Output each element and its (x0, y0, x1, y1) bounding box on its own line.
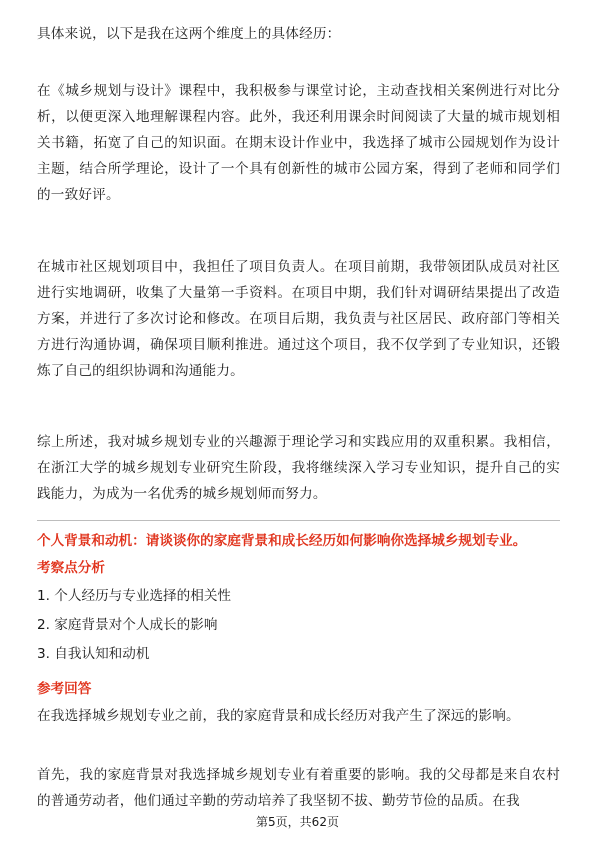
paragraph-course: 在《城乡规划与设计》课程中，我积极参与课堂讨论，主动查找相关案例进行对比分析，以便更深入地理解课程内容。此外，我还利用课余时间阅读了大量的城市规划相关书籍，拓宽了自己的知识面。在期末设计作业中，我选择了城市公园规划作为设计主题，结合所学理论，设计了一个具有创新性的城市公园方案，得到了老师和同学们的一致好评。 (37, 83, 560, 203)
section-divider (37, 520, 560, 521)
analysis-heading: 考察点分析 (37, 560, 105, 576)
answer-paragraph: 在我选择城乡规划专业之前，我的家庭背景和成长经历对我产生了深远的影响。 (37, 708, 520, 724)
answer-paragraph: 首先，我的家庭背景对我选择城乡规划专业有着重要的影响。我的父母都是来自农村的普通劳动者，他们通过辛勤的劳动培养了我坚韧不拔、勤劳节俭的品质。在我 (37, 767, 560, 809)
analysis-item: 1. 个人经历与专业选择的相关性 (37, 588, 232, 604)
paragraph-intro: 具体来说，以下是我在这两个维度上的具体经历： (37, 26, 341, 42)
interview-question: 个人背景和动机：请谈谈你的家庭背景和成长经历如何影响你选择城乡规划专业。 (37, 533, 527, 549)
analysis-item: 3. 自我认知和动机 (37, 646, 150, 662)
page-footer: 第5页，共62页 (256, 815, 339, 829)
answer-heading: 参考回答 (37, 681, 92, 697)
analysis-item: 2. 家庭背景对个人成长的影响 (37, 617, 218, 633)
paragraph-project: 在城市社区规划项目中，我担任了项目负责人。在项目前期，我带领团队成员对社区进行实地调研，收集了大量第一手资料。在项目中期，我们针对调研结果提出了改造方案，并进行了多次讨论和修改。在项目后期，我负责与社区居民、政府部门等相关方进行沟通协调，确保项目顺利推进。通过这个项目，我不仅学到了专业知识，还锻炼了自己的组织协调和沟通能力。 (37, 259, 560, 379)
paragraph-summary: 综上所述，我对城乡规划专业的兴趣源于理论学习和实践应用的双重积累。我相信，在浙江大学的城乡规划专业研究生阶段，我将继续深入学习专业知识，提升自己的实践能力，为成为一名优秀的城乡规划师而努力。 (37, 434, 560, 502)
